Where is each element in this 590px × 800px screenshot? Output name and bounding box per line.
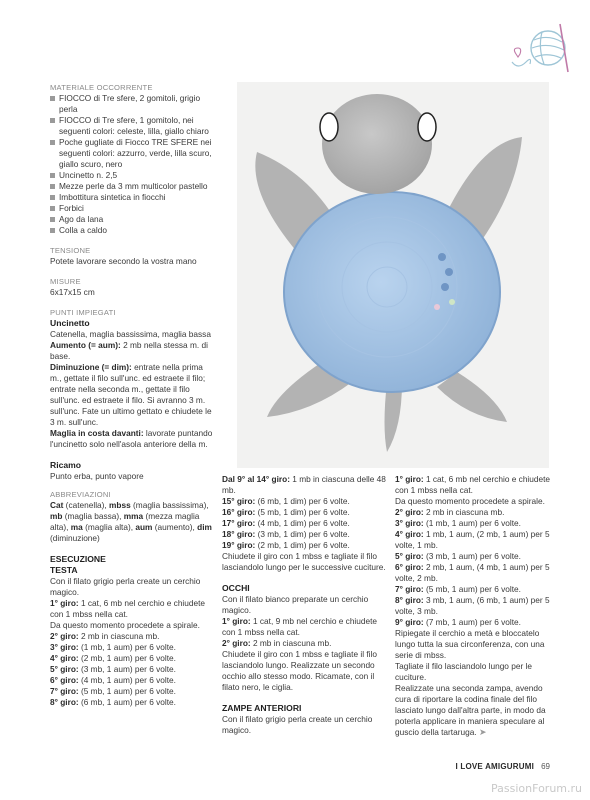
materials-item	[50, 181, 216, 192]
round-line	[222, 474, 388, 496]
body-close-text: Chiudete il giro con 1 mbss e tagliate il filo lasciandolo lungo per le successive cuciture.	[222, 551, 386, 572]
round-text: (3 mb, 1 dim) per 6 volte.	[255, 529, 350, 539]
abbrev-term: mma	[123, 511, 144, 521]
round-text: Da questo momento procedete a spirale.	[50, 620, 200, 630]
body-rounds	[222, 474, 388, 551]
stitches-heading: PUNTI IMPIEGATI	[50, 308, 116, 317]
magazine-title: I LOVE AMIGURUMI	[455, 762, 534, 771]
round-label: 4° giro:	[50, 653, 79, 663]
occhi-rounds	[222, 616, 388, 649]
column-right	[395, 474, 561, 738]
abbrev-meaning: (catenella),	[63, 500, 110, 510]
abbrev-term: dim	[197, 522, 212, 532]
round-text: 2 mb in ciascuna mb.	[423, 507, 505, 517]
materials-item	[50, 93, 216, 115]
round-text: (3 mb, 1 aum) per 6 volte.	[78, 664, 176, 674]
materials-list	[50, 93, 216, 236]
round-text: (3 mb, 1 aum) per 6 volte.	[423, 551, 521, 561]
round-text: (4 mb, 1 dim) per 6 volte.	[255, 518, 350, 528]
round-line	[395, 507, 561, 518]
round-label: 8° giro:	[395, 595, 424, 605]
zampe-text-2: Tagliate il filo lasciandolo lungo per le cuciture.	[395, 661, 532, 682]
round-label: 2° giro:	[50, 631, 79, 641]
materials-item-text: Mezze perle da 3 mm multicolor pastello	[59, 181, 208, 191]
round-line	[222, 540, 388, 551]
abbrev-term: mbss	[109, 500, 131, 510]
round-text: (6 mb, 1 dim) per 6 volte.	[255, 496, 350, 506]
uncinetto-title: Uncinetto	[50, 318, 90, 328]
bullet-square-icon	[50, 195, 55, 200]
round-text: (6 mb, 1 aum) per 6 volte.	[78, 697, 176, 707]
ricamo-title: Ricamo	[50, 460, 82, 470]
zampe-text-3-body: Realizzate una seconda zampa, avendo cura di riportare la codina finale del filo lasciato lungo dall'altra parte, in modo da poterla applicare in maniera speculare al guscio della tartaruga.	[395, 683, 546, 737]
aumento-label: Aumento (= aum):	[50, 340, 121, 350]
round-line	[395, 551, 561, 562]
column-left	[50, 82, 216, 708]
page-number: 69	[541, 762, 550, 771]
diminuzione-definition	[50, 362, 216, 428]
round-line	[50, 620, 216, 631]
round-label: 3° giro:	[50, 642, 79, 652]
occhi-intro: Con il filato bianco preparate un cerchio magico.	[222, 594, 369, 615]
materials-item-text: Poche gugliate di Fiocco TRE SFERE nei seguenti colori: azzurro, verde, lilla scuro, giallo scuro, nero	[59, 137, 212, 169]
round-line	[222, 518, 388, 529]
round-label: 16° giro:	[222, 507, 256, 517]
round-line	[395, 584, 561, 595]
abbrev-meaning: (mezza maglia alta),	[50, 511, 200, 532]
materials-item	[50, 225, 216, 236]
aumento-text: 2 mb nella stessa m. di base.	[50, 340, 208, 361]
materials-item-text: Colla a caldo	[59, 225, 107, 235]
execution-heading: ESECUZIONE	[50, 554, 106, 564]
round-label: 3° giro:	[395, 518, 424, 528]
round-text: 3 mb, 1 aum, (6 mb, 1 aum) per 5 volte, 3 mb.	[395, 595, 550, 616]
round-label: 4° giro:	[395, 529, 424, 539]
round-text: (1 mb, 1 aum) per 6 volte.	[423, 518, 521, 528]
round-label: 17° giro:	[222, 518, 256, 528]
materials-item	[50, 203, 216, 214]
bullet-square-icon	[50, 118, 55, 123]
diminuzione-label: Diminuzione (= dim):	[50, 362, 132, 372]
continue-arrow-icon: ➤	[478, 727, 487, 737]
materials-item	[50, 115, 216, 137]
round-text: (2 mb, 1 dim) per 6 volte.	[255, 540, 350, 550]
round-line	[50, 598, 216, 620]
round-line	[222, 496, 388, 507]
abbrev-meaning: (maglia bassa),	[62, 511, 124, 521]
round-label: 9° giro:	[395, 617, 424, 627]
aumento-definition	[50, 340, 216, 362]
round-line	[395, 562, 561, 584]
round-label: 5° giro:	[50, 664, 79, 674]
round-label: 5° giro:	[395, 551, 424, 561]
round-text: 1 cat, 6 mb nel cerchio e chiudete con 1 mbss nella cat.	[395, 474, 551, 495]
materials-item	[50, 170, 216, 181]
round-text: 1 cat, 9 mb nel cerchio e chiudete con 1 mbss nella cat.	[222, 616, 378, 637]
materials-item-text: FIOCCO di Tre sfere, 1 gomitolo, nei seguenti colori: celeste, lilla, giallo chiaro	[59, 115, 209, 136]
round-label: 1° giro:	[395, 474, 424, 484]
testa-rounds	[50, 598, 216, 708]
round-text: 2 mb in ciascuna mb.	[250, 638, 332, 648]
materials-item	[50, 192, 216, 203]
round-line	[50, 642, 216, 653]
round-line	[50, 631, 216, 642]
abbrev-term: aum	[135, 522, 153, 532]
round-line	[50, 675, 216, 686]
round-label: 15° giro:	[222, 496, 256, 506]
materials-item-text: Imbottitura sintetica in fiocchi	[59, 192, 166, 202]
abbrev-heading: ABBREVIAZIONI	[50, 490, 111, 499]
abbrev-term: Cat	[50, 500, 64, 510]
round-label: 6° giro:	[50, 675, 79, 685]
turtle-photo	[237, 82, 549, 468]
round-label: 1° giro:	[50, 598, 79, 608]
round-text: Da questo momento procedete a spirale.	[395, 496, 545, 506]
testa-title: TESTA	[50, 565, 78, 575]
round-line	[50, 653, 216, 664]
tension-text: Potete lavorare secondo la vostra mano	[50, 256, 197, 266]
round-line	[222, 616, 388, 638]
round-text: (5 mb, 1 aum) per 6 volte.	[423, 584, 521, 594]
costa-label: Maglia in costa davanti:	[50, 428, 144, 438]
abbrev-text	[50, 500, 216, 544]
bullet-square-icon	[50, 228, 55, 233]
materials-item-text: FIOCCO di Tre sfere, 2 gomitoli, grigio perla	[59, 93, 201, 114]
round-text: (1 mb, 1 aum) per 6 volte.	[78, 642, 176, 652]
round-line	[50, 664, 216, 675]
occhi-title: OCCHI	[222, 583, 250, 593]
round-label: 2° giro:	[222, 638, 251, 648]
round-line	[395, 496, 561, 507]
round-label: 2° giro:	[395, 507, 424, 517]
round-line	[395, 617, 561, 628]
tension-heading: TENSIONE	[50, 246, 91, 255]
round-line	[395, 529, 561, 551]
materials-item-text: Uncinetto n. 2,5	[59, 170, 118, 180]
round-line	[222, 638, 388, 649]
zampe-intro: Con il filato grigio perla create un cerchio magico.	[222, 714, 373, 735]
ricamo-text: Punto erba, punto vapore	[50, 471, 144, 481]
materials-item	[50, 137, 216, 170]
bullet-square-icon	[50, 184, 55, 189]
round-text: 1 mb, 1 aum, (2 mb, 1 aum) per 5 volte, 1 mb.	[395, 529, 550, 550]
abbrev-meaning: (maglia alta),	[82, 522, 136, 532]
costa-definition	[50, 428, 216, 450]
testa-intro: Con il filato grigio perla create un cerchio magico.	[50, 576, 201, 597]
bullet-square-icon	[50, 217, 55, 222]
round-line	[395, 595, 561, 617]
round-text: 2 mb, 1 aum, (4 mb, 1 aum) per 5 volte, 2 mb.	[395, 562, 550, 583]
round-label: 1° giro:	[222, 616, 251, 626]
round-line	[395, 474, 561, 496]
round-label: 6° giro:	[395, 562, 424, 572]
turtle-illustration	[237, 82, 549, 468]
round-text: 1 mb in ciascuna delle 48 mb.	[222, 474, 386, 495]
materials-item	[50, 214, 216, 225]
zampe-title: ZAMPE ANTERIORI	[222, 703, 302, 713]
abbrev-meaning: (maglia bassissima),	[130, 500, 209, 510]
diminuzione-text: entrate nella prima m., gettate il filo sull'unc. ed estraete il filo; entrate nella seconda m., gettate il filo sull'unc. ed estraete il filo. Si avranno 3 m. sull'unc. Fate un ultimo gettato e chiudete le 3 m. sull'unc.	[50, 362, 212, 427]
yarn-ball-logo-icon	[508, 14, 582, 76]
size-text: 6x17x15 cm	[50, 287, 95, 297]
zampe-text-1: Ripiegate il cerchio a metà e bloccatelo lungo tutta la sua circonferenza, con una serie di mbss.	[395, 628, 545, 660]
watermark: PassionForum.ru	[491, 782, 582, 795]
round-label: Dal 9° al 14° giro:	[222, 474, 290, 484]
round-label: 7° giro:	[50, 686, 79, 696]
bullet-square-icon	[50, 140, 55, 145]
abbrev-meaning: (diminuzione)	[50, 533, 100, 543]
round-line	[50, 697, 216, 708]
size-heading: MISURE	[50, 277, 81, 286]
round-text: (4 mb, 1 aum) per 6 volte.	[78, 675, 176, 685]
round-label: 8° giro:	[50, 697, 79, 707]
zampe-text-3	[395, 683, 561, 738]
materials-item-text: Forbici	[59, 203, 84, 213]
round-text: (5 mb, 1 aum) per 6 volte.	[78, 686, 176, 696]
round-line	[50, 686, 216, 697]
column-middle	[222, 474, 388, 736]
round-text: (2 mb, 1 aum) per 6 volte.	[78, 653, 176, 663]
bullet-square-icon	[50, 173, 55, 178]
materials-heading: MATERIALE OCCORRENTE	[50, 83, 153, 92]
costa-text: lavorate puntando l'uncinetto solo nell'asola anteriore della m.	[50, 428, 213, 449]
bullet-square-icon	[50, 96, 55, 101]
round-line	[222, 529, 388, 540]
round-label: 19° giro:	[222, 540, 256, 550]
round-text: (7 mb, 1 aum) per 6 volte.	[423, 617, 521, 627]
abbrev-term: ma	[70, 522, 83, 532]
round-line	[395, 518, 561, 529]
zampe-rounds	[395, 474, 561, 628]
round-text: (5 mb, 1 dim) per 6 volte.	[255, 507, 350, 517]
round-line	[222, 507, 388, 518]
round-text: 2 mb in ciascuna mb.	[78, 631, 160, 641]
round-label: 7° giro:	[395, 584, 424, 594]
occhi-text: Chiudete il giro con 1 mbss e tagliate il filo lasciandolo lungo. Realizzate un secondo occhio allo stesso modo. Ricamate, con il filato nero, le ciglia.	[222, 649, 377, 692]
uncinetto-text: Catenella, maglia bassissima, maglia bassa	[50, 329, 211, 339]
round-text: 1 cat, 6 mb nel cerchio e chiudete con 1 mbss nella cat.	[50, 598, 206, 619]
materials-item-text: Ago da lana	[59, 214, 104, 224]
bullet-square-icon	[50, 206, 55, 211]
round-label: 18° giro:	[222, 529, 256, 539]
abbrev-term: mb	[50, 511, 63, 521]
abbrev-meaning: (aumento),	[152, 522, 198, 532]
